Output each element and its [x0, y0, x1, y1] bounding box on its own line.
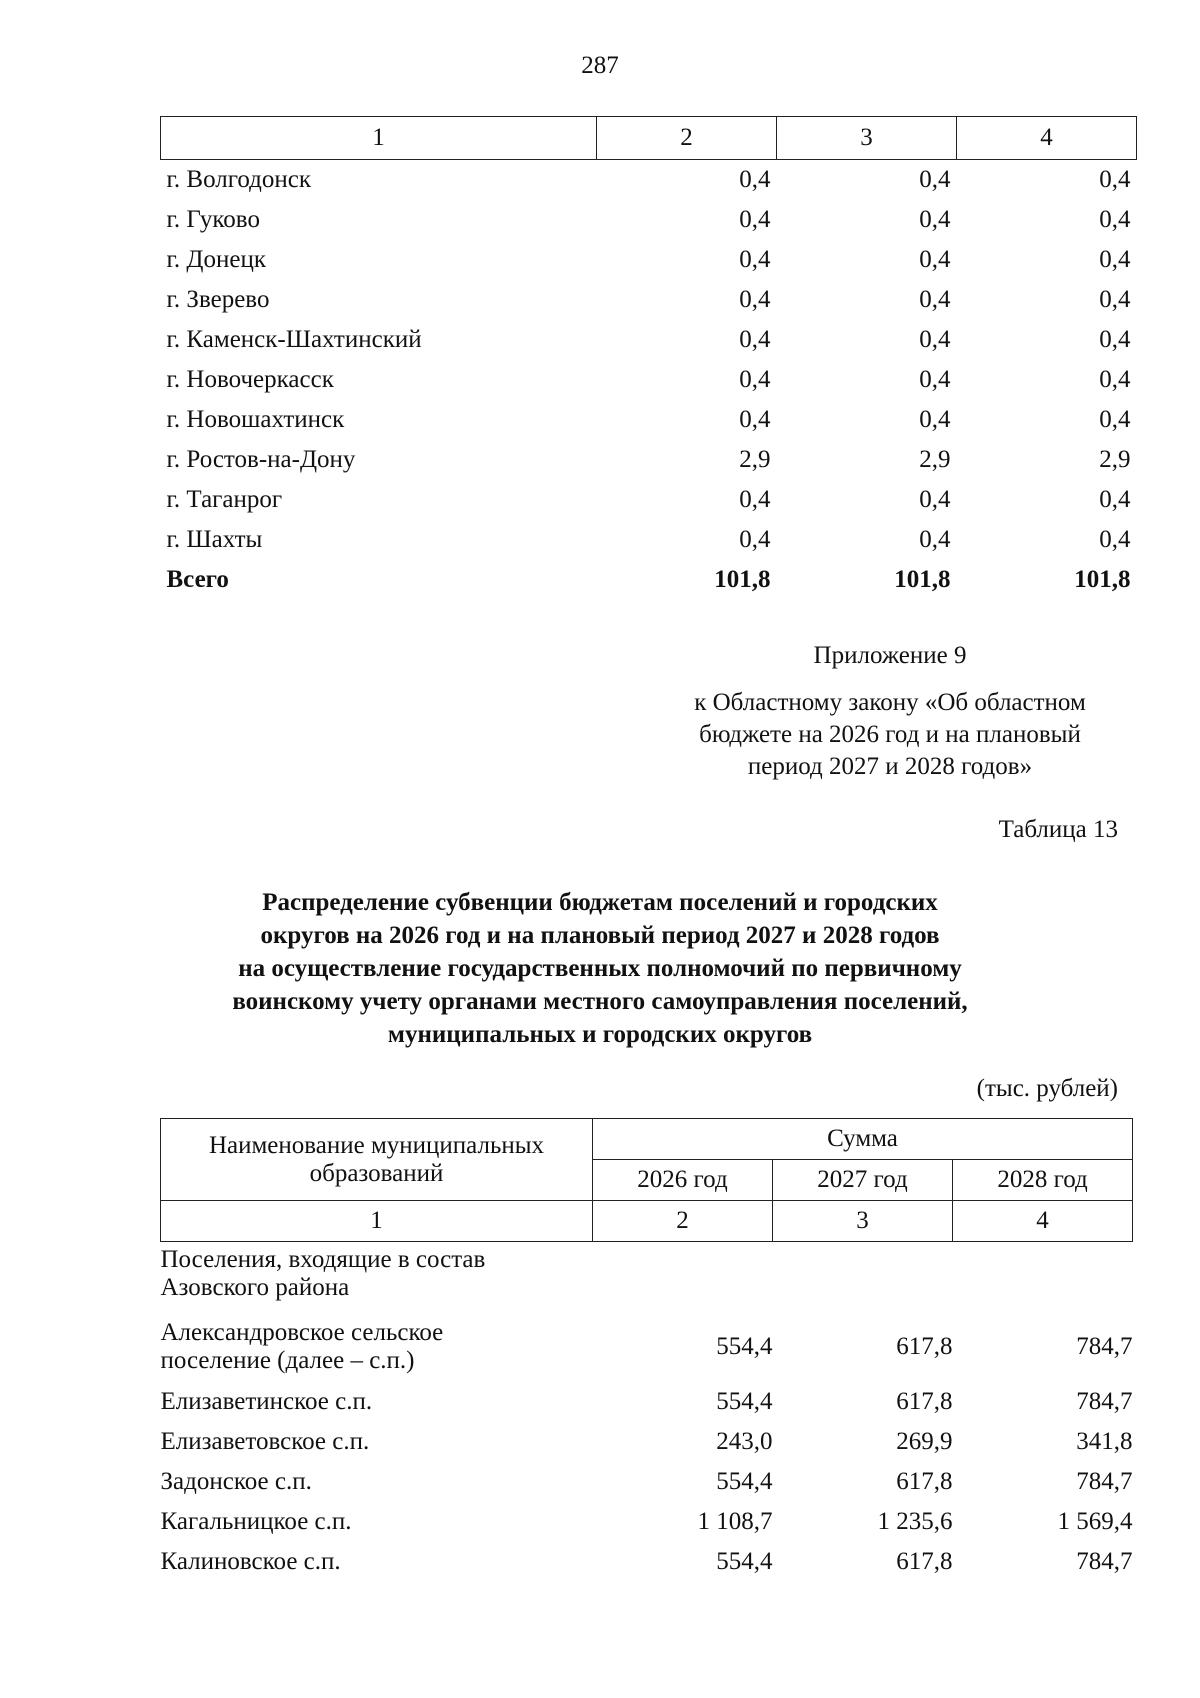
year-header: 2027 год [773, 1160, 953, 1201]
value-2027: 0,4 [919, 166, 951, 193]
units-label: (тыс. рублей) [976, 1075, 1118, 1102]
municipality-name: г. Гуково [166, 206, 260, 233]
value-2027: 0,4 [919, 526, 951, 553]
value-2026: 243,0 [716, 1428, 773, 1455]
heading-line: Распределение субвенции бюджетам поселений и городских [262, 889, 938, 916]
value-2028: 784,7 [1076, 1388, 1133, 1415]
municipality-name: г. Донецк [166, 246, 266, 273]
value-2028: 784,7 [1076, 1548, 1133, 1575]
municipality-name: Калиновское с.п. [160, 1548, 341, 1575]
section-row [161, 1242, 1133, 1313]
table-row [161, 160, 1137, 201]
value-2028: 0,4 [1099, 286, 1131, 313]
value-2028: 784,7 [1076, 1468, 1133, 1495]
municipality-name: г. Новошахтинск [166, 406, 345, 433]
column-number: 2 [597, 117, 777, 160]
section-title [161, 1242, 593, 1313]
heading-line: воинскому учету органами местного самоуправления поселений, [232, 988, 968, 1015]
municipality-name: г. Ростов-на-Дону [166, 446, 356, 473]
value-2028: 0,4 [1099, 526, 1131, 553]
table-row [161, 1542, 1133, 1582]
value-2027: 0,4 [919, 406, 951, 433]
appendix-title: Приложение 9 [813, 642, 967, 669]
total-row [161, 560, 1137, 600]
column-name-header [161, 1119, 593, 1201]
heading-line: округов на 2026 год и на плановый период 2027 и 2028 годов [260, 922, 940, 949]
value-2026: 0,4 [739, 206, 771, 233]
table-row [161, 400, 1137, 440]
table-row [161, 320, 1137, 360]
table-row [161, 1382, 1133, 1422]
table-label: Таблица 13 [998, 816, 1118, 843]
heading-line: муниципальных и городских округов [387, 1021, 813, 1048]
municipality-name: г. Волгодонск [166, 166, 312, 193]
total-2026: 101,8 [714, 566, 771, 593]
table-row [161, 1502, 1133, 1542]
column-number: 3 [773, 1201, 953, 1242]
column-number: 4 [953, 1201, 1133, 1242]
table-row [161, 1422, 1133, 1462]
column-number: 4 [957, 117, 1137, 160]
municipality-name: г. Зверево [166, 286, 270, 313]
total-2027: 101,8 [894, 566, 951, 593]
subvention-table-continuation [160, 116, 1137, 600]
value-2028: 0,4 [1099, 166, 1131, 193]
value-2026: 2,9 [739, 446, 771, 473]
value-2027: 0,4 [919, 326, 951, 353]
section-title-line: Поселения, входящие в состав [160, 1246, 486, 1273]
appendix-reference-line: бюджете на 2026 год и на плановый [699, 721, 1081, 748]
table-row [161, 240, 1137, 280]
value-2026: 0,4 [739, 326, 771, 353]
table-row [161, 1312, 1133, 1382]
value-2026: 0,4 [739, 486, 771, 513]
value-2027: 0,4 [919, 246, 951, 273]
municipality-name: Елизаветовское с.п. [160, 1428, 370, 1455]
column-number-row [161, 1201, 1133, 1242]
value-2028: 0,4 [1099, 366, 1131, 393]
appendix-reference-line: к Областному закону «Об областном [694, 689, 1086, 716]
municipality-name-line: поселение (далее – с.п.) [160, 1347, 415, 1374]
distribution-table [160, 1118, 1133, 1582]
header-row [161, 1119, 1133, 1160]
value-2026: 0,4 [739, 166, 771, 193]
appendix-reference [660, 687, 1120, 783]
value-2028: 0,4 [1099, 246, 1131, 273]
table-row [161, 280, 1137, 320]
column-number: 1 [161, 117, 597, 160]
column-number: 2 [593, 1201, 773, 1242]
total-label: Всего [166, 566, 229, 593]
municipality-name [161, 1312, 593, 1382]
value-2028: 0,4 [1099, 486, 1131, 513]
municipality-name: г. Таганрог [166, 486, 283, 513]
heading-line: на осуществление государственных полномочий по первичному [238, 955, 962, 982]
value-2026: 1 108,7 [697, 1508, 773, 1535]
table-row [161, 440, 1137, 480]
value-2027: 0,4 [919, 366, 951, 393]
value-2026: 0,4 [739, 246, 771, 273]
value-2026: 554,4 [716, 1333, 773, 1360]
page-number: 287 [581, 52, 619, 79]
value-2026: 0,4 [739, 366, 771, 393]
value-2028: 784,7 [1076, 1333, 1133, 1360]
total-2028: 101,8 [1074, 566, 1131, 593]
column-number: 1 [161, 1201, 593, 1242]
value-2028: 0,4 [1099, 326, 1131, 353]
municipality-name: Елизаветинское с.п. [160, 1388, 373, 1415]
table-row [161, 480, 1137, 520]
table-row [161, 520, 1137, 560]
year-header: 2028 год [953, 1160, 1133, 1201]
value-2026: 554,4 [716, 1388, 773, 1415]
section-title-line: Азовского района [160, 1274, 350, 1301]
column-name-line: образований [309, 1159, 444, 1187]
table-row [161, 1462, 1133, 1502]
municipality-name: г. Шахты [166, 526, 263, 553]
column-name-line: Наименование муниципальных [208, 1131, 545, 1159]
value-2026: 554,4 [716, 1548, 773, 1575]
value-2026: 554,4 [716, 1468, 773, 1495]
value-2028: 0,4 [1099, 206, 1131, 233]
value-2027: 617,8 [896, 1468, 953, 1495]
value-2026: 0,4 [739, 406, 771, 433]
municipality-name: Задонское с.п. [160, 1468, 312, 1495]
table-heading [150, 886, 1050, 1051]
municipality-name: г. Каменск-Шахтинский [166, 326, 422, 353]
value-2027: 269,9 [896, 1428, 953, 1455]
value-2026: 0,4 [739, 286, 771, 313]
value-2027: 1 235,6 [877, 1508, 953, 1535]
table-row [161, 360, 1137, 400]
value-2027: 617,8 [896, 1388, 953, 1415]
value-2028: 2,9 [1099, 446, 1131, 473]
value-2027: 617,8 [896, 1548, 953, 1575]
municipality-name: г. Новочеркасск [166, 366, 334, 393]
sum-header: Сумма [593, 1119, 1133, 1160]
value-2027: 0,4 [919, 206, 951, 233]
table-row [161, 200, 1137, 240]
value-2028: 0,4 [1099, 406, 1131, 433]
appendix-reference-line: период 2027 и 2028 годов» [747, 753, 1033, 780]
municipality-name: Кагальницкое с.п. [160, 1508, 352, 1535]
column-number: 3 [777, 117, 957, 160]
value-2026: 0,4 [739, 526, 771, 553]
value-2027: 2,9 [919, 446, 951, 473]
value-2027: 0,4 [919, 286, 951, 313]
value-2027: 617,8 [896, 1333, 953, 1360]
value-2027: 0,4 [919, 486, 951, 513]
year-header: 2026 год [593, 1160, 773, 1201]
value-2028: 1 569,4 [1057, 1508, 1133, 1535]
column-number-row [161, 117, 1137, 160]
value-2028: 341,8 [1076, 1428, 1133, 1455]
municipality-name-line: Александровское сельское [160, 1319, 444, 1346]
